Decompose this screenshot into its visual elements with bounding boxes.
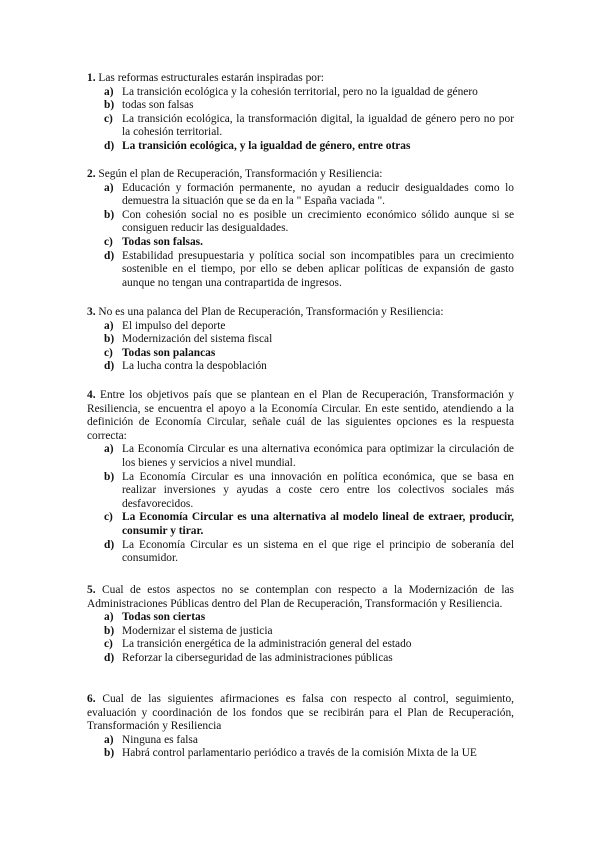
- answer-option-b: [87, 333, 514, 347]
- option-text: Estabilidad presupuestaria y política social son incompatibles para un crecimiento sostenible en el tiempo, por ello se deben aplicar políticas de expansión de gasto aunque no tengan una contrapartida de ingresos.: [122, 249, 514, 289]
- answer-option-a-correct: [87, 611, 514, 625]
- option-letter: c): [104, 235, 113, 248]
- option-letter: c): [104, 638, 113, 651]
- answer-option-d-correct: [87, 140, 514, 154]
- option-letter: a): [104, 733, 114, 746]
- question-number: 6.: [87, 693, 96, 705]
- question-text: Según el plan de Recuperación, Transformación y Resiliencia:: [98, 168, 383, 180]
- answer-option-a: [87, 182, 514, 209]
- option-letter: a): [104, 443, 114, 456]
- option-text: Educación y formación permanente, no ayudan a reducir desigualdades como lo demuestra la situación que se da en la " España vaciada ".: [122, 181, 514, 208]
- question-number: 1.: [87, 72, 96, 84]
- answer-options: [87, 320, 514, 374]
- option-letter: a): [104, 611, 114, 624]
- question-1: [87, 72, 514, 154]
- answer-option-a: [87, 443, 514, 470]
- option-text: La transición energética de la administración general del estado: [122, 638, 412, 651]
- answer-option-d: [87, 250, 514, 291]
- option-text: Modernizar el sistema de justicia: [122, 624, 273, 637]
- option-letter: b): [104, 208, 115, 221]
- answer-option-d: [87, 539, 514, 566]
- option-letter: c): [104, 511, 113, 524]
- option-text: La transición ecológica, la transformación digital, la igualdad de género pero no por la cohesión territorial.: [122, 112, 514, 139]
- question-stem: [87, 389, 514, 443]
- option-text: Modernización del sistema fiscal: [122, 333, 273, 346]
- answer-options: [87, 611, 514, 665]
- option-text: La Economía Circular es una innovación en política económica, que se basa en realizar inversiones y ayudas a coste cero entre los colectivos sociales más desfavorecidos.: [122, 470, 514, 510]
- question-5: [87, 584, 514, 666]
- option-letter: b): [104, 747, 115, 760]
- answer-options: [87, 182, 514, 291]
- option-letter: a): [104, 85, 114, 98]
- answer-options: [87, 734, 514, 761]
- option-text: La Economía Circular es una alternativa al modelo lineal de extraer, producir, consumir y tirar.: [122, 511, 514, 537]
- answer-options: [87, 86, 514, 154]
- option-letter: b): [104, 333, 115, 346]
- question-stem: [87, 72, 514, 86]
- option-letter: d): [104, 139, 115, 152]
- option-letter: d): [104, 538, 115, 551]
- answer-options: [87, 443, 514, 565]
- question-3: [87, 306, 514, 374]
- option-letter: d): [104, 249, 115, 262]
- question-text: No es una palanca del Plan de Recuperación, Transformación y Resiliencia:: [98, 306, 444, 318]
- option-letter: a): [104, 181, 114, 194]
- question-text: Entre los objetivos país que se plantean en el Plan de Recuperación, Transformación y Resiliencia, se encuentra el apoyo a la Economía Circular. En este sentido, atendiendo a la definición de Economía Circular, señale cuál de las siguientes opciones es la respuesta correcta:: [87, 389, 514, 442]
- answer-option-b: [87, 99, 514, 113]
- question-number: 2.: [87, 168, 96, 180]
- option-text: Todas son ciertas: [122, 611, 206, 624]
- option-text: La Economía Circular es un sistema en el que rige el principio de soberanía del consumidor.: [122, 538, 514, 565]
- option-text: La transición ecológica y la cohesión territorial, pero no la igualdad de género: [122, 85, 478, 98]
- option-text: todas son falsas: [122, 99, 194, 112]
- answer-option-a: [87, 86, 514, 100]
- answer-option-c-correct: [87, 511, 514, 538]
- question-stem: [87, 168, 514, 182]
- option-letter: d): [104, 651, 115, 664]
- answer-option-b: [87, 625, 514, 639]
- question-text: Las reformas estructurales estarán inspiradas por:: [98, 72, 324, 84]
- answer-option-c-correct: [87, 347, 514, 361]
- question-number: 3.: [87, 306, 96, 318]
- answer-option-a: [87, 320, 514, 334]
- option-letter: c): [104, 112, 113, 125]
- answer-option-d: [87, 360, 514, 374]
- question-number: 4.: [87, 389, 96, 401]
- option-text: La transición ecológica, y la igualdad de género, entre otras: [122, 139, 411, 152]
- option-text: Todas son palancas: [122, 346, 216, 359]
- option-text: La Economía Circular es una alternativa económica para optimizar la circulación de los bienes y servicios a nivel mundial.: [122, 443, 514, 469]
- answer-option-c: [87, 113, 514, 140]
- question-2: [87, 168, 514, 290]
- option-text: Ninguna es falsa: [122, 733, 198, 746]
- option-text: La lucha contra la despoblación: [122, 360, 267, 373]
- option-letter: c): [104, 346, 113, 359]
- answer-option-c-correct: [87, 236, 514, 250]
- question-stem: [87, 693, 514, 734]
- question-text: Cual de las siguientes afirmaciones es falsa con respecto al control, seguimiento, evaluación y coordinación de los fondos que se recibirán para el Plan de Recuperación, Transformación y Resiliencia: [87, 693, 514, 733]
- option-text: Todas son falsas.: [122, 235, 203, 248]
- question-stem: [87, 306, 514, 320]
- option-letter: b): [104, 470, 115, 483]
- question-text: Cual de estos aspectos no se contemplan con respecto a la Modernización de las Administraciones Públicas dentro del Plan de Recuperación, Transformación y Resiliencia.: [87, 584, 514, 610]
- question-6: [87, 693, 514, 761]
- option-text: Habrá control parlamentario periódico a través de la comisión Mixta de la UE: [122, 747, 477, 760]
- answer-option-b: [87, 471, 514, 512]
- option-letter: d): [104, 360, 115, 373]
- answer-option-b: [87, 747, 514, 761]
- answer-option-a: [87, 734, 514, 748]
- question-number: 5.: [87, 584, 96, 596]
- question-4: [87, 389, 514, 566]
- answer-option-d: [87, 652, 514, 666]
- answer-option-b: [87, 209, 514, 236]
- question-stem: [87, 584, 514, 611]
- option-letter: b): [104, 99, 115, 112]
- option-text: El impulso del deporte: [122, 319, 226, 332]
- option-letter: b): [104, 624, 115, 637]
- option-text: Con cohesión social no es posible un crecimiento económico sólido aunque si se consiguen reducir las desigualdades.: [122, 208, 514, 235]
- option-text: Reforzar la ciberseguridad de las administraciones públicas: [122, 651, 393, 664]
- option-letter: a): [104, 319, 114, 332]
- answer-option-c: [87, 638, 514, 652]
